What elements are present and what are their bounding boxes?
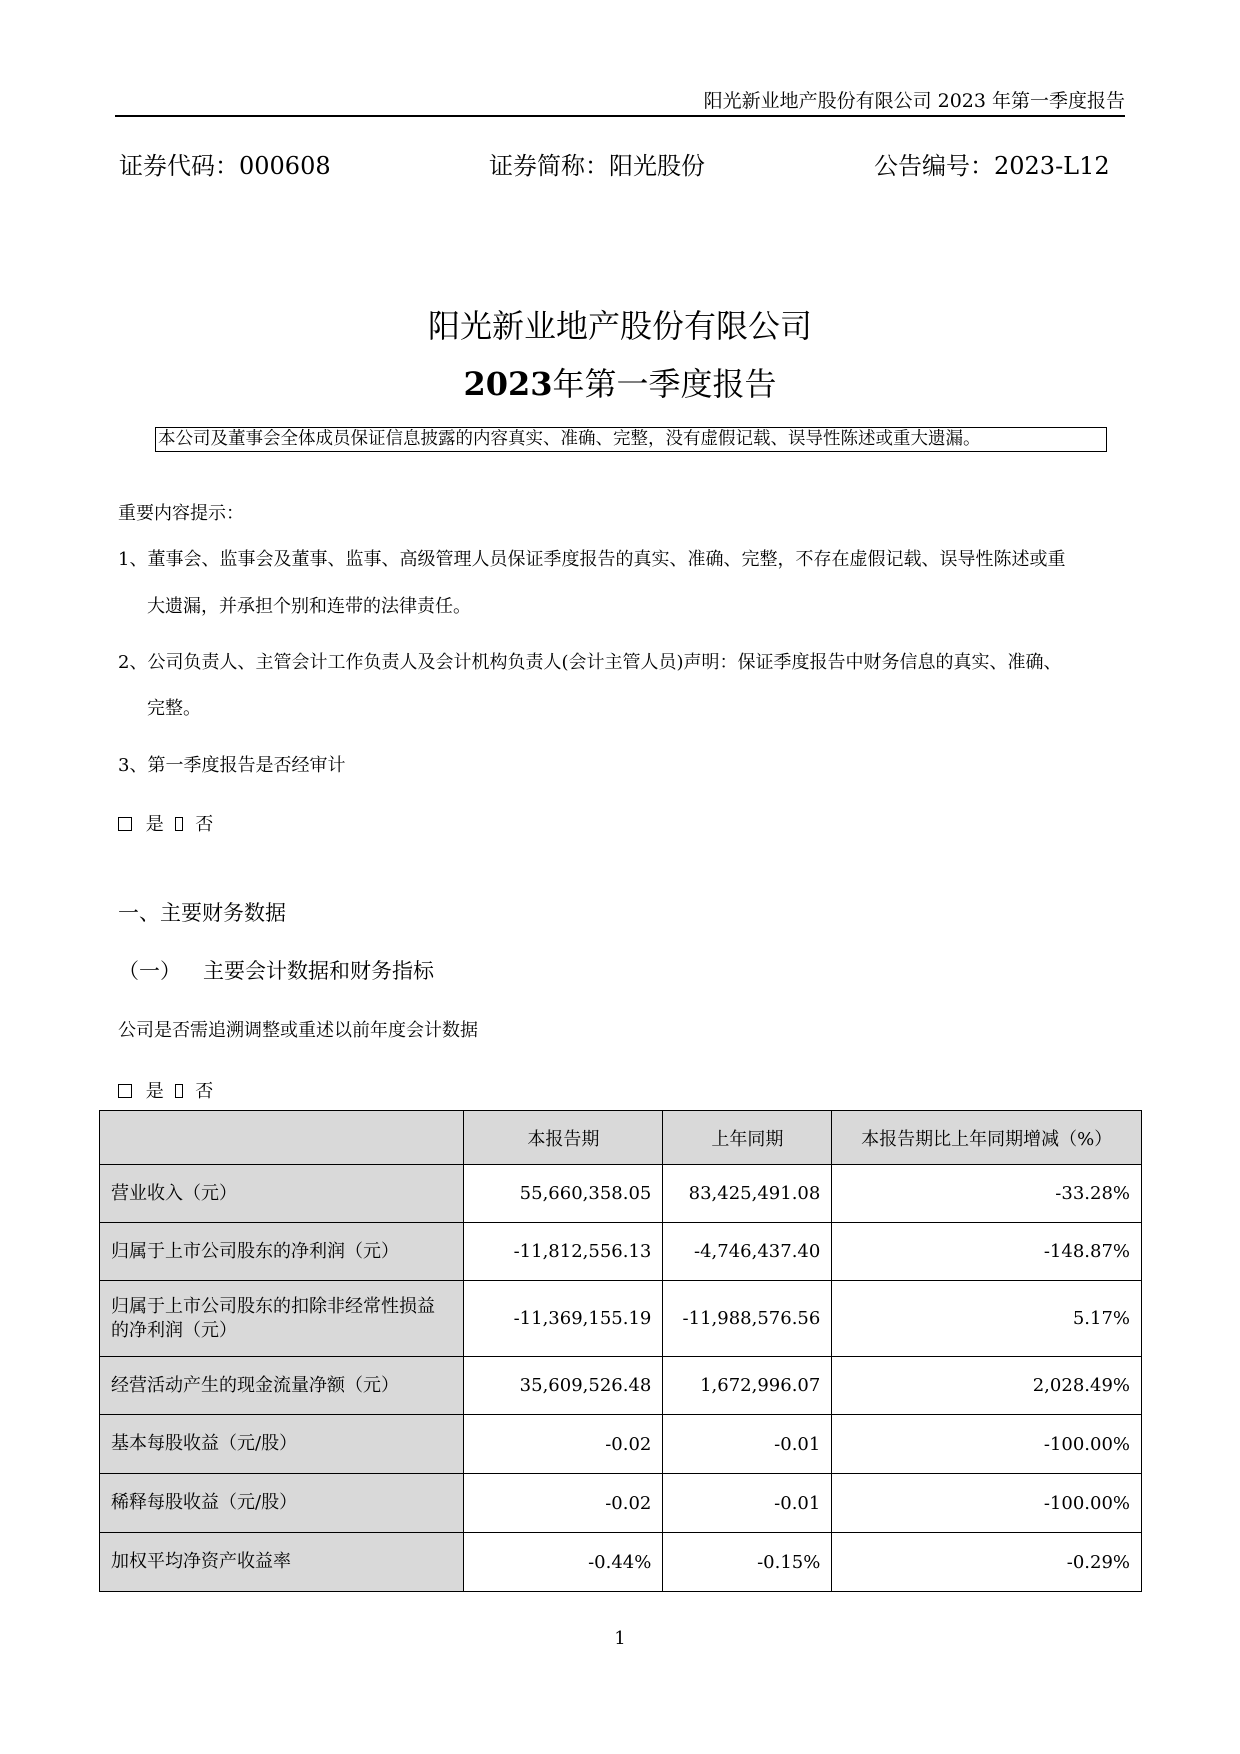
row-current: -0.02 — [464, 1474, 663, 1533]
table-row — [100, 1357, 1142, 1415]
note-item-1-line-2: 大遗漏，并承担个别和连带的法律责任。 — [147, 596, 471, 617]
notes-heading: 重要内容提示： — [118, 503, 244, 524]
financial-data-table — [99, 1110, 1142, 1592]
restatement-no-label: 否 — [195, 1081, 214, 1102]
row-label: 归属于上市公司股东的净利润（元） — [100, 1223, 464, 1281]
restatement-question: 公司是否需追溯调整或重述以前年度会计数据 — [118, 1020, 478, 1041]
row-current: -11,369,155.19 — [464, 1281, 663, 1357]
table-row — [100, 1415, 1142, 1474]
row-label: 加权平均净资产收益率 — [100, 1533, 464, 1592]
audit-choice — [118, 814, 213, 836]
report-title — [0, 364, 1240, 404]
restatement-choice — [118, 1081, 213, 1103]
yes-label: 是 — [145, 814, 164, 835]
board-statement-box: 本公司及董事会全体成员保证信息披露的内容真实、准确、完整，没有虚假记载、误导性陈述或重大遗漏。 — [155, 427, 1107, 452]
table-row — [100, 1223, 1142, 1281]
note-item-2-line-2: 完整。 — [147, 698, 201, 719]
restatement-no-checkbox[interactable] — [175, 1084, 183, 1098]
table-row — [100, 1474, 1142, 1533]
row-change: -33.28% — [832, 1165, 1142, 1223]
row-label: 稀释每股收益（元/股） — [100, 1474, 464, 1533]
header-rule — [115, 115, 1125, 117]
header-cell-prior-period: 上年同期 — [663, 1111, 832, 1165]
securities-code: 证券代码：000608 — [119, 152, 331, 180]
announcement-number: 公告编号：2023-L12 — [874, 152, 1110, 180]
row-prior: -0.01 — [663, 1474, 832, 1533]
row-change: -100.00% — [832, 1415, 1142, 1474]
table-row — [100, 1165, 1142, 1223]
row-label: 归属于上市公司股东的扣除非经常性损益的净利润（元） — [100, 1281, 464, 1357]
row-change: 5.17% — [832, 1281, 1142, 1357]
row-current: -0.44% — [464, 1533, 663, 1592]
restatement-yes-label: 是 — [145, 1081, 164, 1102]
row-label: 基本每股收益（元/股） — [100, 1415, 464, 1474]
table-row — [100, 1281, 1142, 1357]
note-item-1-line-1: 1、董事会、监事会及董事、监事、高级管理人员保证季度报告的真实、准确、完整，不存在虚假记载、误导性陈述或重 — [118, 549, 1066, 570]
row-change: 2,028.49% — [832, 1357, 1142, 1415]
running-header: 阳光新业地产股份有限公司 2023 年第一季度报告 — [703, 90, 1125, 112]
page-number: 1 — [614, 1628, 626, 1649]
no-label: 否 — [195, 814, 214, 835]
row-prior: -0.01 — [663, 1415, 832, 1474]
row-prior: -0.15% — [663, 1533, 832, 1592]
report-year: 2023 — [463, 365, 553, 403]
row-current: 55,660,358.05 — [464, 1165, 663, 1223]
securities-short-name: 证券简称：阳光股份 — [489, 152, 705, 180]
subsection-title — [118, 958, 434, 984]
table-header-row — [100, 1111, 1142, 1165]
restatement-yes-checkbox[interactable] — [118, 1084, 132, 1098]
header-cell-item — [100, 1111, 464, 1165]
note-item-2-line-1: 2、公司负责人、主管会计工作负责人及会计机构负责人(会计主管人员)声明：保证季度报告中财务信息的真实、准确、 — [118, 652, 1062, 673]
company-title: 阳光新业地产股份有限公司 — [427, 307, 812, 345]
subsection-label: 主要会计数据和财务指标 — [203, 959, 434, 983]
header-cell-change: 本报告期比上年同期增减（%） — [832, 1111, 1142, 1165]
row-prior: 83,425,491.08 — [663, 1165, 832, 1223]
row-current: 35,609,526.48 — [464, 1357, 663, 1415]
subsection-number: （一） — [118, 959, 181, 983]
yes-checkbox[interactable] — [118, 817, 132, 831]
table-row — [100, 1533, 1142, 1592]
row-label: 营业收入（元） — [100, 1165, 464, 1223]
row-current: -0.02 — [464, 1415, 663, 1474]
row-prior: 1,672,996.07 — [663, 1357, 832, 1415]
row-change: -0.29% — [832, 1533, 1142, 1592]
section-title: 一、主要财务数据 — [118, 901, 286, 925]
row-prior: -11,988,576.56 — [663, 1281, 832, 1357]
header-cell-current-period: 本报告期 — [464, 1111, 663, 1165]
no-checkbox[interactable] — [175, 817, 183, 831]
report-title-suffix: 年第一季度报告 — [552, 365, 777, 403]
note-item-3: 3、第一季度报告是否经审计 — [118, 755, 346, 776]
row-label: 经营活动产生的现金流量净额（元） — [100, 1357, 464, 1415]
row-change: -100.00% — [832, 1474, 1142, 1533]
row-change: -148.87% — [832, 1223, 1142, 1281]
row-prior: -4,746,437.40 — [663, 1223, 832, 1281]
row-current: -11,812,556.13 — [464, 1223, 663, 1281]
